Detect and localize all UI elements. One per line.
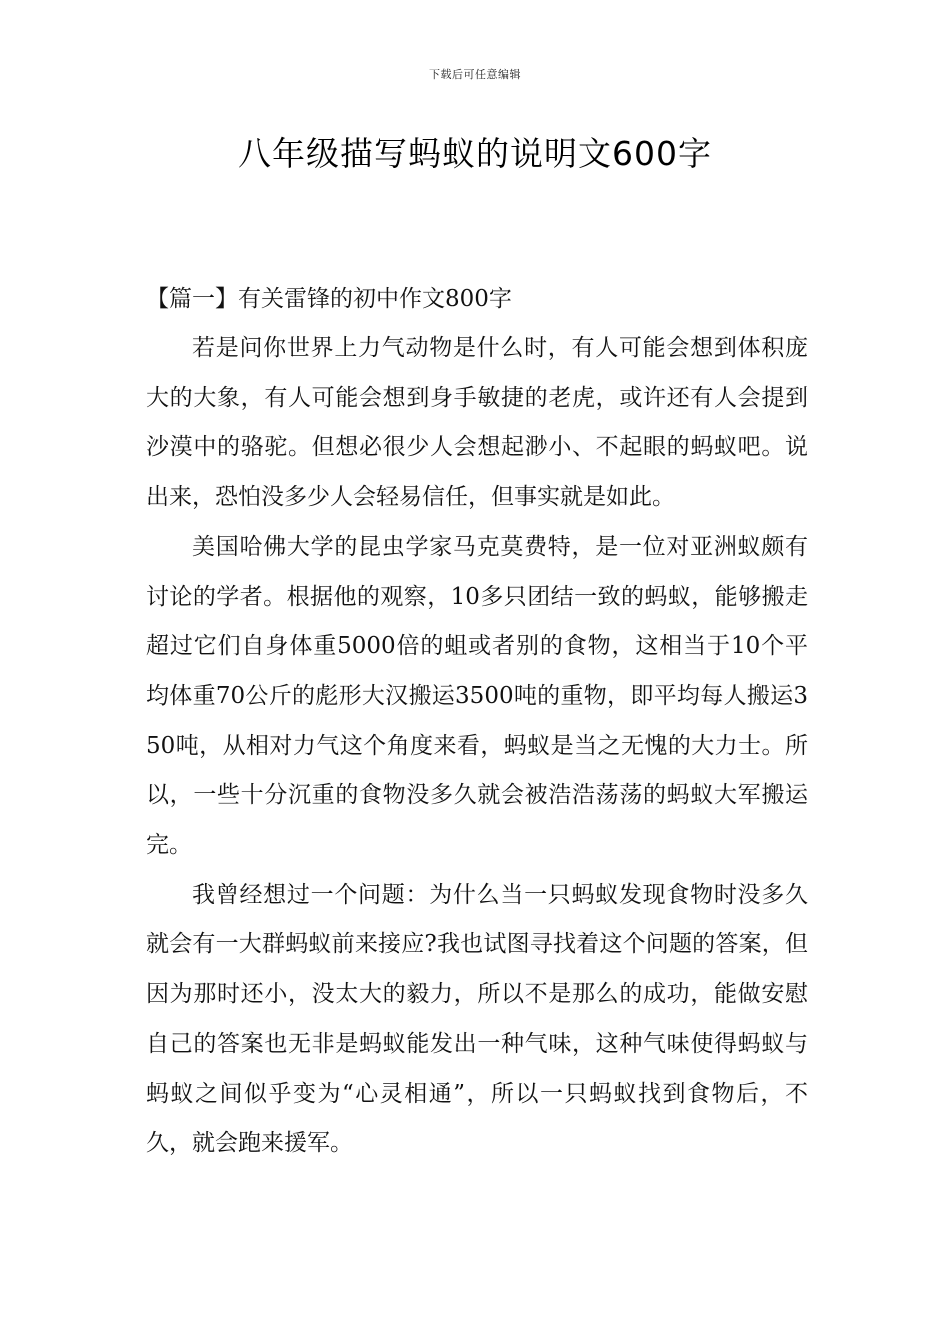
paragraph-3: 我曾经想过一个问题：为什么当一只蚂蚁发现食物时没多久就会有一大群蚂蚁前来接应?我也试图寻找着这个问题的答案，但因为那时还小，没太大的毅力，所以不是那么的成功，能做安慰自己的答案也无非是蚂蚁能发出一种气味，这种气味使得蚂蚁与蚂蚁之间似乎变为“心灵相通”，所以一只蚂蚁找到食物后，不久，就会跑来援军。	[146, 881, 808, 1157]
paragraph-1: 若是问你世界上力气动物是什么时，有人可能会想到体积庞大的大象，有人可能会想到身手敏捷的老虎，或许还有人会提到沙漠中的骆驼。但想必很少人会想起渺小、不起眼的蚂蚁吧。说出来，恐怕没多少人会轻易信任，但事实就是如此。	[146, 335, 808, 511]
document-title: 八年级描写蚂蚁的说明文600字	[238, 134, 712, 173]
document-body	[146, 281, 808, 1169]
section-heading: 【篇一】有关雷锋的初中作文800字	[146, 286, 512, 312]
paragraph-2: 美国哈佛大学的昆虫学家马克莫费特，是一位对亚洲蚁颇有讨论的学者。根据他的观察，10多只团结一致的蚂蚁，能够搬走超过它们自身体重5000倍的蛆或者别的食物，这相当于10个平均体重70公斤的彪形大汉搬运3500吨的重物，即平均每人搬运350吨，从相对力气这个角度来看，蚂蚁是当之无愧的大力士。所以，一些十分沉重的食物没多久就会被浩浩荡荡的蚂蚁大军搬运完。	[146, 533, 808, 859]
header-note: 下载后可任意编辑	[429, 68, 521, 81]
